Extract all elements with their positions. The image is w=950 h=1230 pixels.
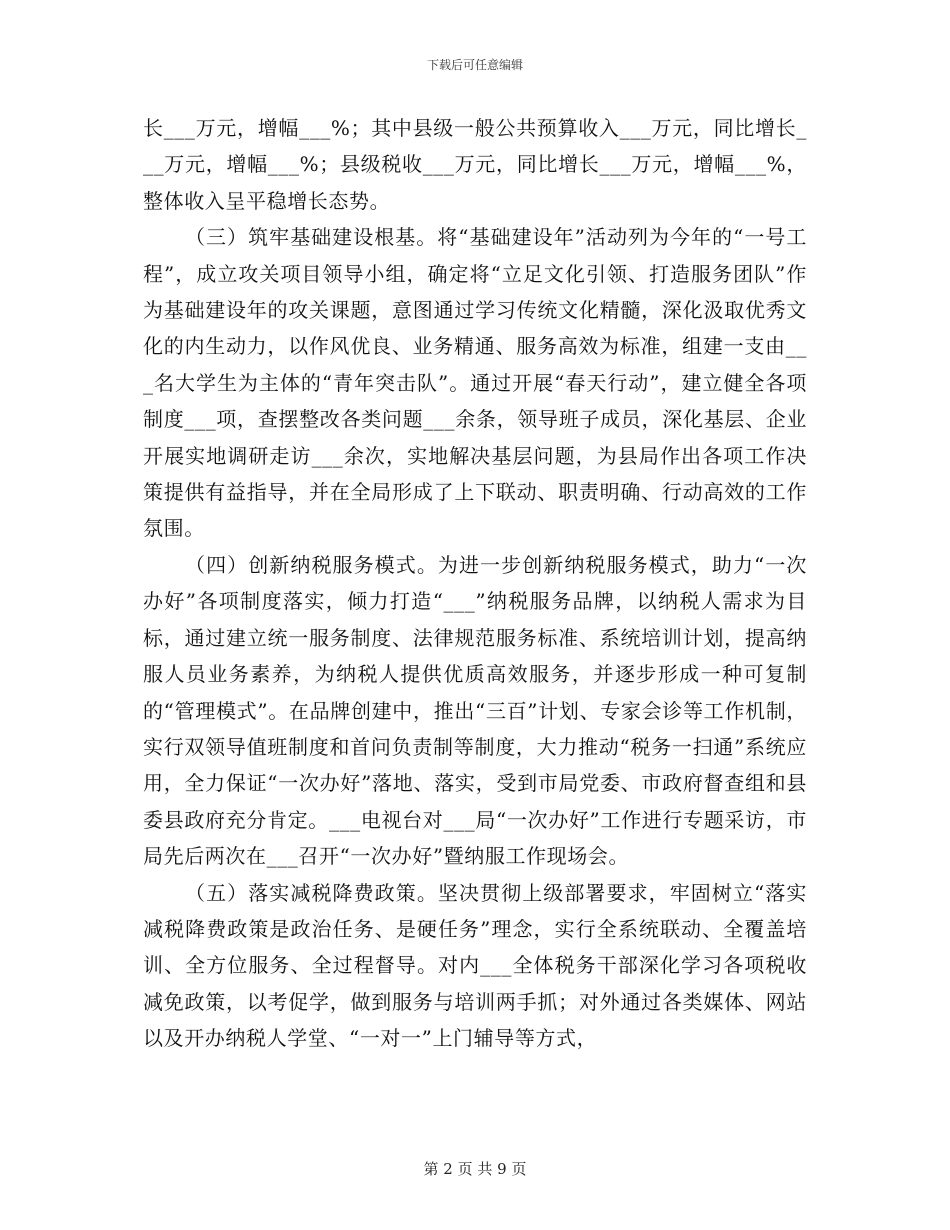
- page-header: 下载后可任意编辑: [426, 58, 523, 72]
- paragraph-section-3-infrastructure: （三）筑牢基础建设根基。将“基础建设年”活动列为今年的“一号工程”，成立攻关项目领导小组，确定将“立足文化引领、打造服务团队”作为基础建设年的攻关课题，意图通过学习传统文化精髓，深化汲取优秀文化的内生动力，以作风优良、业务精通、服务高效为标准，组建一支由___名大学生为主体的“青年突击队”。通过开展“春天行动”，建立健全各项制度___项，查摆整改各类问题___余条，领导班子成员，深化基层、企业开展实地调研走访___余次，实地解决基层问题，为县局作出各项工作决策提供有益指导，并在全局形成了上下联动、职责明确、行动高效的工作氛围。: [143, 225, 807, 541]
- paragraph-revenue-continued: 长___万元，增幅___%；其中县级一般公共预算收入___万元，同比增长___万元，增幅___%；县级税收___万元，同比增长___万元，增幅___%，整体收入呈平稳增长态势。: [143, 116, 807, 213]
- paragraph-section-4-tax-service: （四）创新纳税服务模式。为进一步创新纳税服务模式，助力“一次办好”各项制度落实，倾力打造“___”纳税服务品牌，以纳税人需求为目标，通过建立统一服务制度、法律规范服务标准、系统培训计划，提高纳服人员业务素养，为纳税人提供优质高效服务，并逐步形成一种可复制的“管理模式”。在品牌创建中，推出“三百”计划、专家会诊等工作机制，实行双领导值班制度和首问负责制等制度，大力推动“税务一扫通”系统应用，全力保证“一次办好”落地、落实，受到市局党委、市政府督查组和县委县政府充分肯定。___电视台对___局“一次办好”工作进行专题采访，市局先后两次在___召开“一次办好”暨纳服工作现场会。: [143, 552, 807, 869]
- paragraph-section-5-tax-reduction: （五）落实减税降费政策。坚决贯彻上级部署要求，牢固树立“落实减税降费政策是政治任务、是硬任务”理念，实行全系统联动、全覆盖培训、全方位服务、全过程督导。对内___全体税务干部深化学习各项税收减免政策，以考促学，做到服务与培训两手抓；对外通过各类媒体、网站以及开办纳税人学堂、“一对一”上门辅导等方式，: [143, 880, 807, 1051]
- page-number-footer: 第 2 页 共 9 页: [423, 1160, 527, 1178]
- document-body: [143, 110, 807, 1057]
